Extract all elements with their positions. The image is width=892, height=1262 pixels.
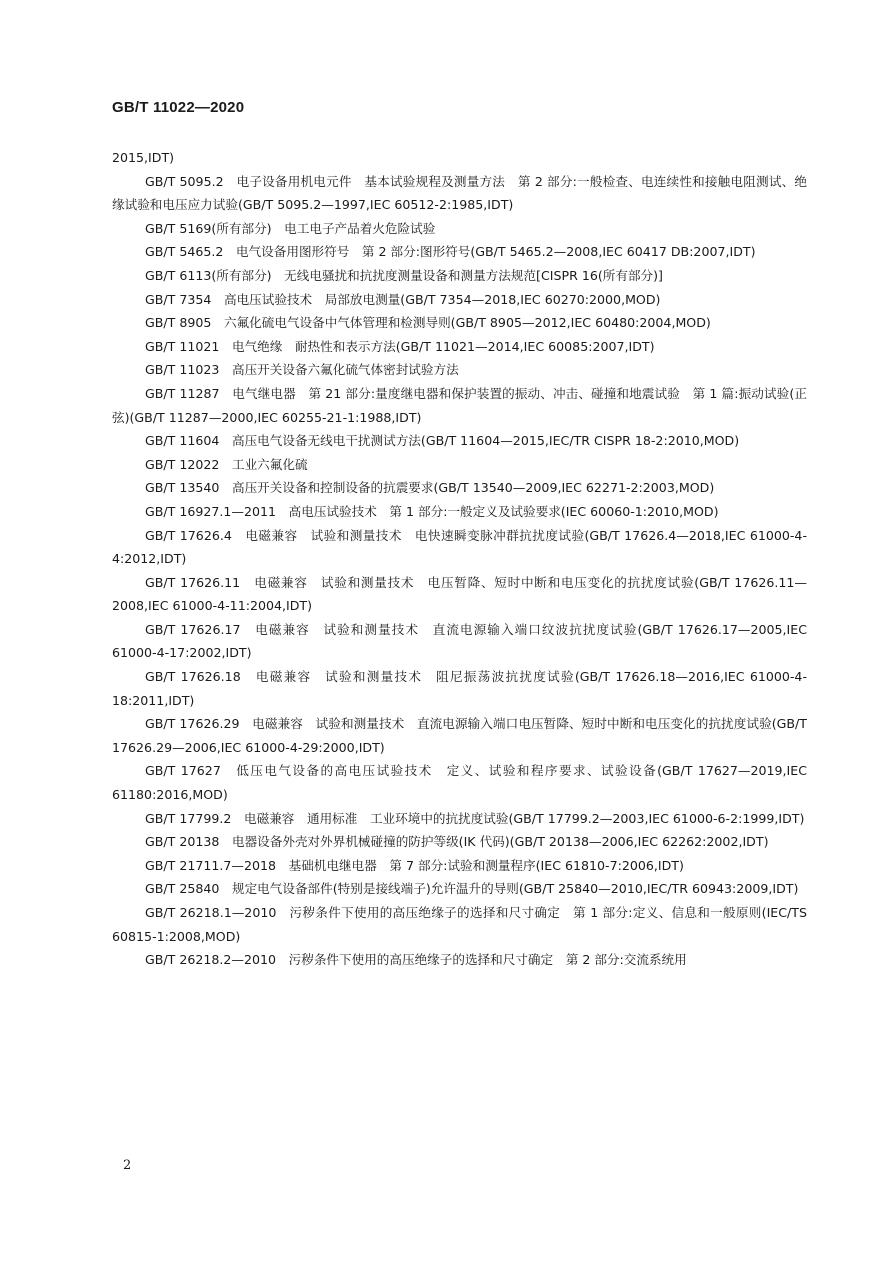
reference-entry: GB/T 17626.4 电磁兼容 试验和测量技术 电快速瞬变脉冲群抗扰度试验(GB/T 17626.4—2018,IEC 61000-4-4:2012,IDT) [112, 527, 807, 567]
reference-entry: GB/T 12022 工业六氟化硫 [145, 456, 308, 472]
reference-entry: GB/T 17627 低压电气设备的高电压试验技术 定义、试验和程序要求、试验设备(GB/T 17627—2019,IEC 61180:2016,MOD) [112, 763, 807, 803]
normative-references-list [112, 146, 807, 972]
reference-entry: GB/T 21711.7—2018 基础机电继电器 第 7 部分:试验和测量程序(IEC 61810-7:2006,IDT) [145, 857, 684, 873]
reference-entry: GB/T 17626.11 电磁兼容 试验和测量技术 电压暂降、短时中断和电压变化的抗扰度试验(GB/T 17626.11—2008,IEC 61000-4-11:2004,IDT) [112, 574, 807, 614]
reference-entry: GB/T 17799.2 电磁兼容 通用标准 工业环境中的抗扰度试验(GB/T 17799.2—2003,IEC 61000-6-2:1999,IDT) [145, 810, 805, 826]
reference-entry: GB/T 16927.1—2011 高电压试验技术 第 1 部分:一般定义及试验要求(IEC 60060-1:2010,MOD) [145, 503, 719, 519]
reference-entry: GB/T 11604 高压电气设备无线电干扰测试方法(GB/T 11604—2015,IEC/TR CISPR 18-2:2010,MOD) [145, 433, 740, 449]
reference-entry: GB/T 11021 电气绝缘 耐热性和表示方法(GB/T 11021—2014,IEC 60085:2007,IDT) [145, 338, 655, 354]
reference-entry: GB/T 5465.2 电气设备用图形符号 第 2 部分:图形符号(GB/T 5465.2—2008,IEC 60417 DB:2007,IDT) [145, 244, 756, 260]
reference-entry: GB/T 11023 高压开关设备六氟化硫气体密封试验方法 [145, 362, 459, 378]
reference-entry: GB/T 7354 高电压试验技术 局部放电测量(GB/T 7354—2018,IEC 60270:2000,MOD) [145, 291, 661, 307]
reference-entry: GB/T 5169(所有部分) 电工电子产品着火危险试验 [145, 220, 436, 236]
reference-entry: GB/T 26218.2—2010 污秽条件下使用的高压绝缘子的选择和尺寸确定 第 2 部分:交流系统用 [145, 952, 687, 968]
page-number: 2 [123, 1158, 132, 1173]
reference-entry: GB/T 25840 规定电气设备部件(特别是接线端子)允许温升的导则(GB/T 25840—2010,IEC/TR 60943:2009,IDT) [145, 881, 799, 897]
reference-entry: GB/T 17626.18 电磁兼容 试验和测量技术 阻尼振荡波抗扰度试验(GB/T 17626.18—2016,IEC 61000-4-18:2011,IDT) [112, 669, 807, 708]
reference-entry: GB/T 11287 电气继电器 第 21 部分:量度继电器和保护装置的振动、冲击、碰撞和地震试验 第 1 篇:振动试验(正弦)(GB/T 11287—2000,IEC 60255-21-1:1988,IDT) [112, 385, 807, 425]
reference-entry: GB/T 20138 电器设备外壳对外界机械碰撞的防护等级(IK 代码)(GB/T 20138—2006,IEC 62262:2002,IDT) [145, 834, 769, 850]
reference-entry: 2015,IDT) [112, 150, 175, 165]
reference-entry: GB/T 6113(所有部分) 无线电骚扰和抗扰度测量设备和测量方法规范[CISPR 16(所有部分)] [145, 267, 663, 283]
standard-code-header: GB/T 11022—2020 [112, 99, 245, 116]
reference-entry: GB/T 17626.29 电磁兼容 试验和测量技术 直流电源输入端口电压暂降、短时中断和电压变化的抗扰度试验(GB/T 17626.29—2006,IEC 61000-4-29:2000,IDT) [112, 716, 807, 755]
reference-entry: GB/T 26218.1—2010 污秽条件下使用的高压绝缘子的选择和尺寸确定 第 1 部分:定义、信息和一般原则(IEC/TS 60815-1:2008,MOD) [112, 905, 807, 944]
reference-entry: GB/T 13540 高压开关设备和控制设备的抗震要求(GB/T 13540—2009,IEC 62271-2:2003,MOD) [145, 480, 715, 496]
reference-entry: GB/T 5095.2 电子设备用机电元件 基本试验规程及测量方法 第 2 部分:一般检查、电连续性和接触电阻测试、绝缘试验和电压应力试验(GB/T 5095.2—1997,IEC 60512-2:1985,IDT) [112, 173, 807, 213]
reference-entry: GB/T 17626.17 电磁兼容 试验和测量技术 直流电源输入端口纹波抗扰度试验(GB/T 17626.17—2005,IEC 61000-4-17:2002,IDT) [112, 621, 807, 661]
reference-entry: GB/T 8905 六氟化硫电气设备中气体管理和检测导则(GB/T 8905—2012,IEC 60480:2004,MOD) [145, 315, 711, 331]
